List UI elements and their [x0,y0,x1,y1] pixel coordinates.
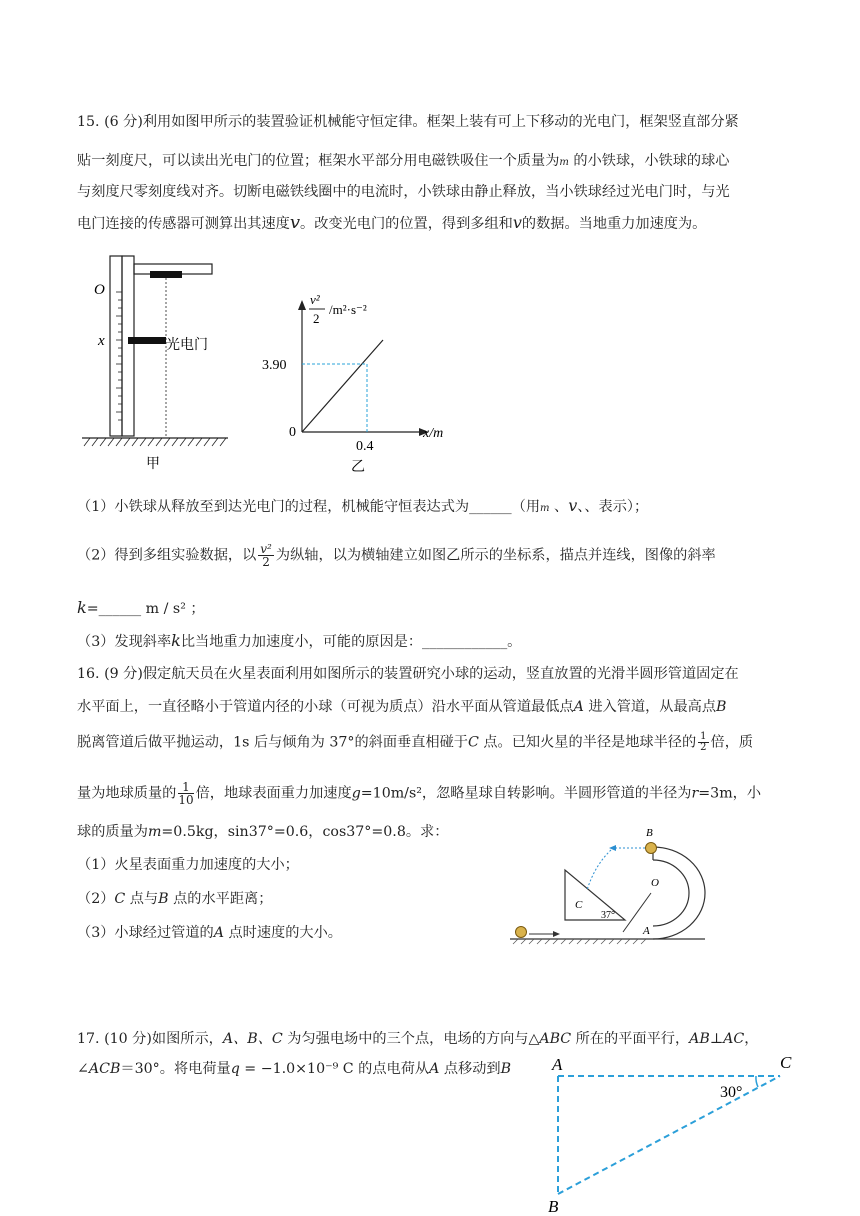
label-b: B [548,1197,559,1212]
q16-sub-3: （3）小球经过管道的A 点时速度的大小。 [77,925,342,941]
q15-line-2: 贴一刻度尺，可以读出光电门的位置；框架水平部分用电磁铁吸住一个质量为m 的小铁球，小铁球的球心 [77,153,730,169]
label-photogate: 光电门 [166,337,208,353]
apparatus-figure-jia [78,252,238,474]
q16-sub-1: （1）火星表面重力加速度的大小； [77,857,299,873]
q16-line-1: 16. (9 分)假定航天员在火星表面利用如图所示的装置研究小球的运动，竖直放置的光滑半圆形管道固定在 [77,666,739,682]
label-b: B [646,827,653,839]
q16-line-5: 球的质量为m=0.5kg，sin37°=0.6，cos37°=0.8。求： [77,824,449,840]
q15-line-4: 电门连接的传感器可测算出其速度v。改变光电门的位置，得到多组和v的数据。当地重力加速度为。 [77,212,707,233]
q15-line-1: 15. (6 分)利用如图甲所示的装置验证机械能守恒定律。框架上装有可上下移动的光电门，框架竖直部分紧 [77,114,739,130]
q16-sub-2: （2）C 点与B 点的水平距离； [77,891,273,907]
label-a: A [643,925,650,937]
xlabel: x/m [423,426,444,441]
ytick-390: 3.90 [262,358,287,373]
label-x: x [98,333,105,349]
q15-sub-3: （3）发现斜率k比当地重力加速度小，可能的原因是：____________。 [77,631,522,650]
ylabel-numerator: v² [310,292,320,307]
label-o: O [94,282,105,298]
label-a: A [552,1055,563,1074]
label-30-deg: 30° [720,1084,743,1101]
q16-line-4: 量为地球质量的 $\frac{1}{10}$ 倍，地球表面重力加速度g=10m/s²，忽略星球自转影响。半圆形管道的半径为r=3m，小 [77,780,762,807]
q17-line-1: 17. (10 分)如图所示，A、B、C 为匀强电场中的三个点，电场的方向与△ABC 所在的平面平行，AB⊥AC， [77,1031,759,1047]
caption-jia: 甲 [146,456,160,472]
ylabel-unit: /m²·s⁻² [329,302,367,317]
triangle-abc-figure [544,1052,804,1212]
label-c: C [780,1053,792,1072]
q16-line-3: 脱离管道后做平抛运动，1s 后与倾角为 37°的斜面垂直相碰于C 点。已知火星的半径是地球半径的 $\frac{1}{2}$ 倍，质 [77,731,754,753]
caption-yi: 乙 [351,459,365,474]
q15-sub-1: （1）小铁球从释放至到达光电门的过程，机械能守恒表达式为______（用m 、v、、表示）； [77,496,649,515]
ylabel-denominator: 2 [313,311,320,326]
q17-line-2: ∠ACB＝30°。将电荷量q = −1.0×10⁻⁹ C 的点电荷从A 点移动到B [77,1061,512,1077]
label-37-deg: 37° [601,910,615,921]
graph-figure-yi [255,284,455,474]
xtick-04: 0.4 [356,439,374,454]
q15-line-3: 与刻度尺零刻度线对齐。切断电磁铁线圈中的电流时，小铁球由静止释放，当小铁球经过光电门时，与光 [77,184,730,200]
q15-sub-2: （2）得到多组实验数据，以 $\frac{\text{v²}}{2}$ 为纵轴，以为横轴建立如图乙所示的坐标系，描点并连线，图像的斜率 [77,542,716,569]
semicircle-pipe-figure [505,820,715,945]
q16-line-2: 水平面上，一直径略小于管道内径的小球（可视为质点）沿水平面从管道最低点A 进入管道，从最高点B [77,699,727,715]
q15-sub-2-answer: k=______ m / s² ； [77,598,205,617]
label-o: O [651,877,659,889]
label-c: C [575,899,583,911]
origin-label: 0 [289,425,296,440]
